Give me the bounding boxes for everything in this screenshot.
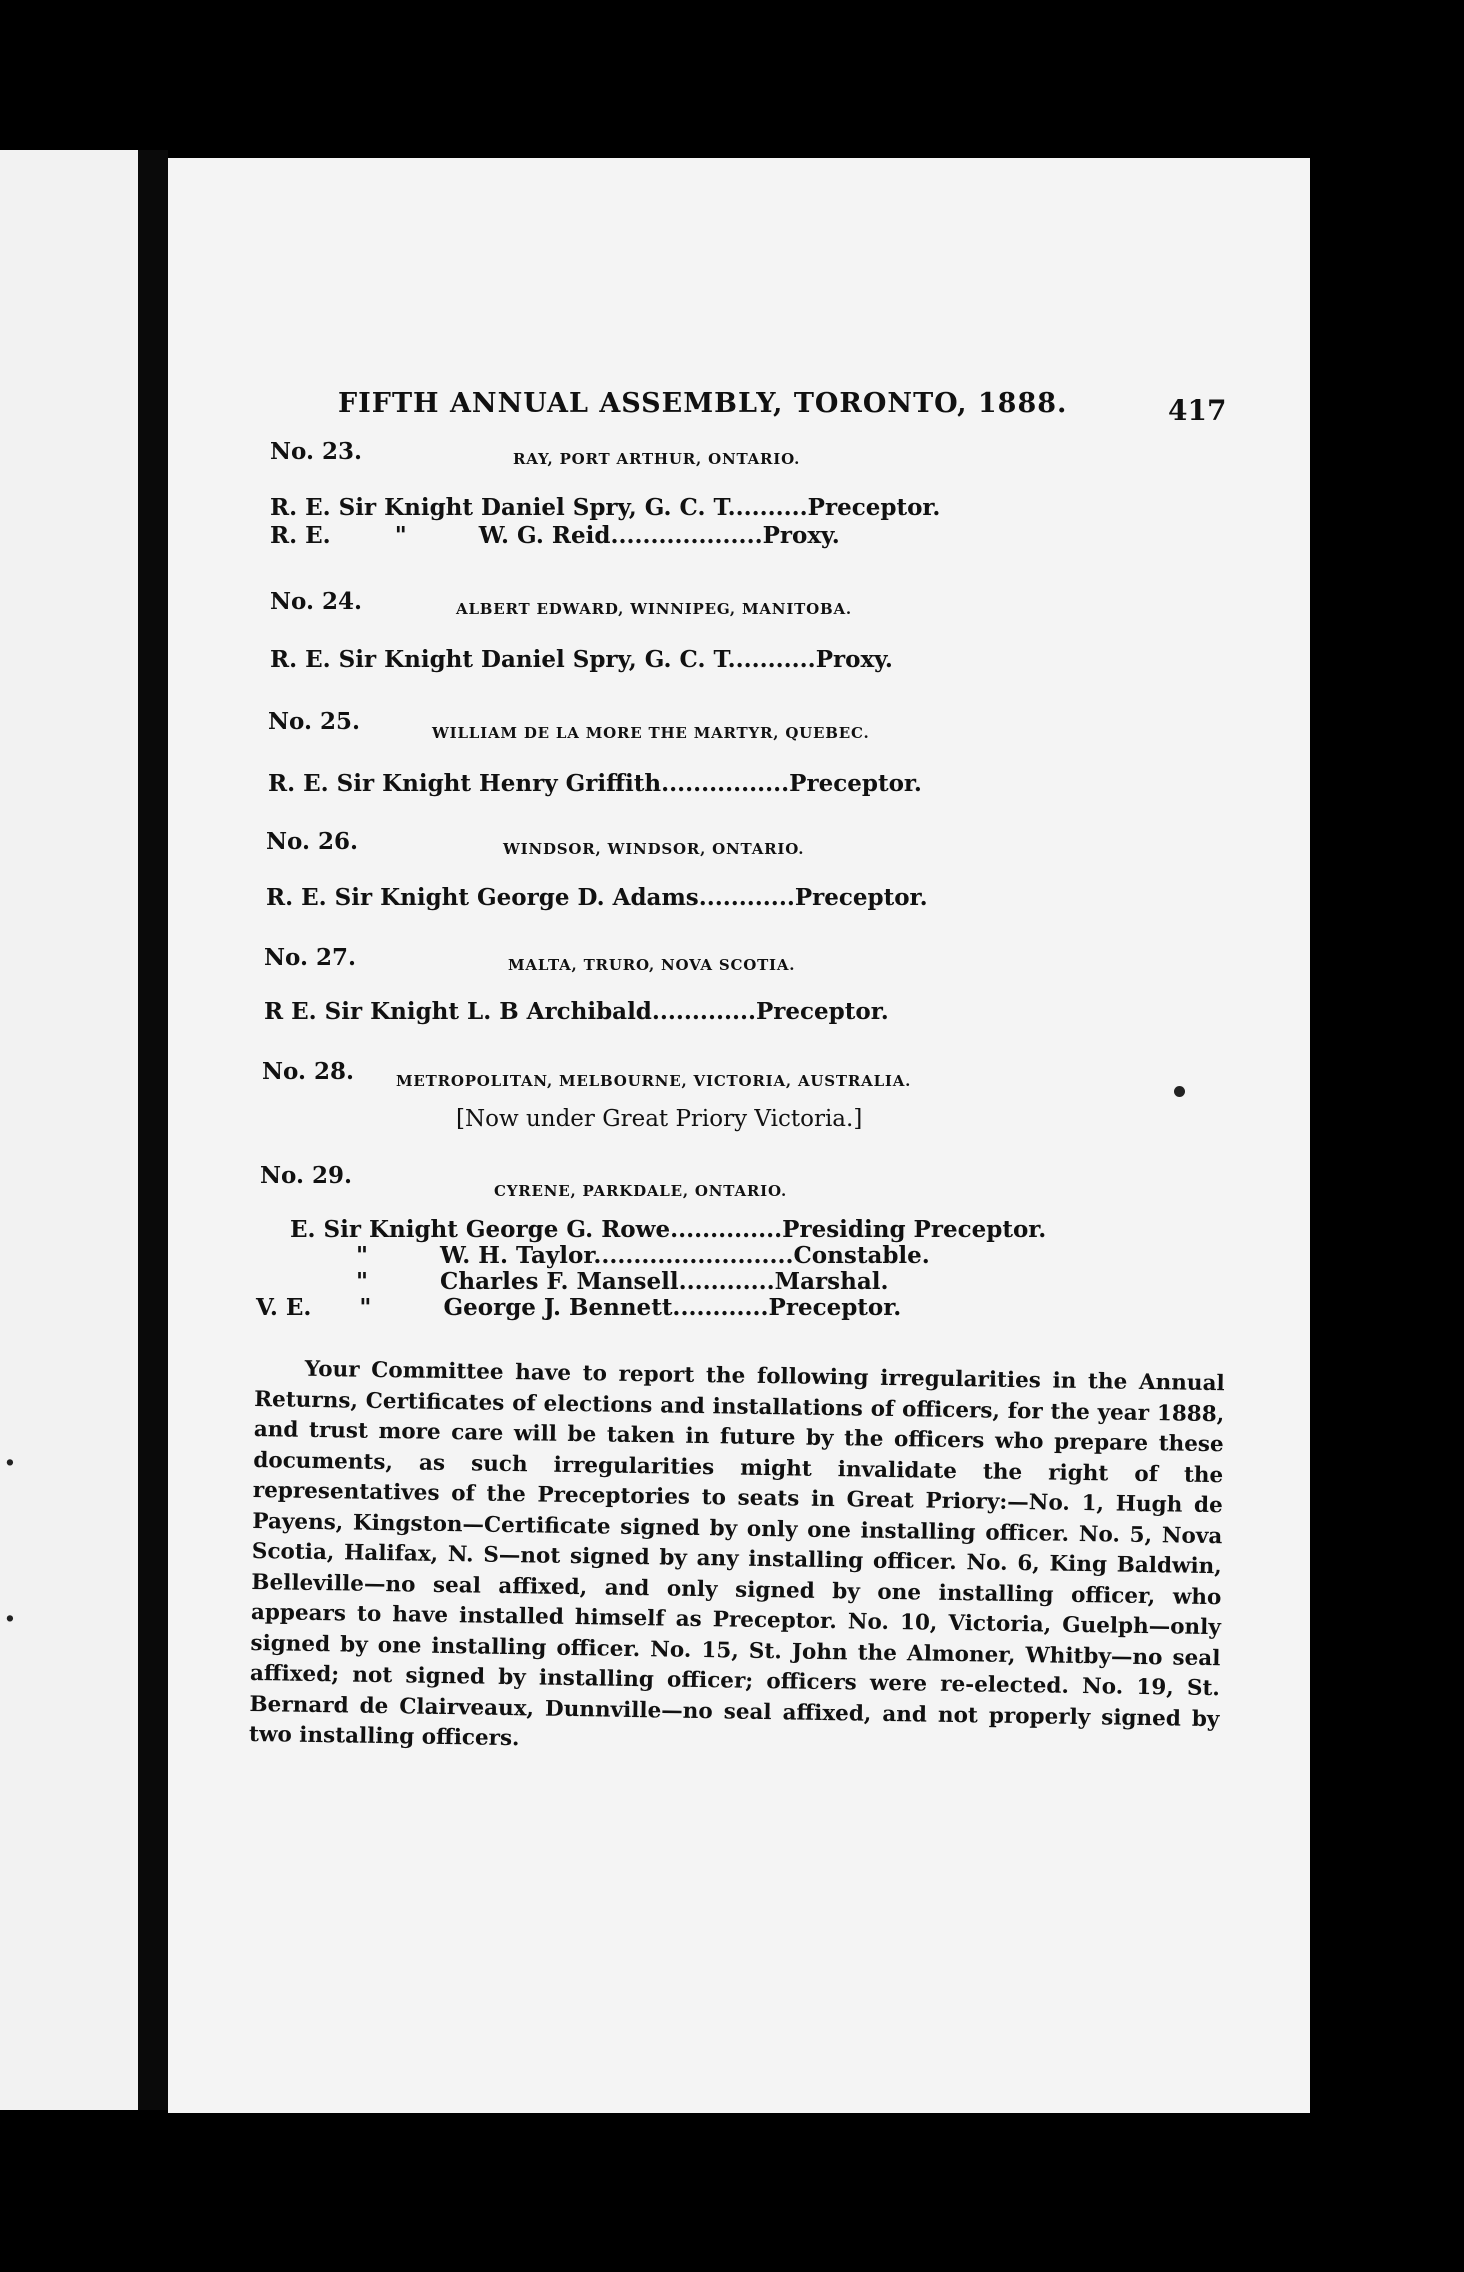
- officer-line: E. Sir Knight George G. Rowe..............Presiding Preceptor.: [290, 1216, 1047, 1243]
- preceptory-name: ALBERT EDWARD, WINNIPEG, MANITOBA.: [456, 600, 852, 618]
- document-page: [168, 158, 1310, 2113]
- officer-line: R E. Sir Knight L. B Archibald.............Preceptor.: [264, 998, 889, 1025]
- preceptory-number: No. 29.: [260, 1162, 352, 1189]
- preceptory-number: No. 23.: [270, 438, 362, 465]
- preceptory-name: METROPOLITAN, MELBOURNE, VICTORIA, AUSTRALIA.: [396, 1072, 912, 1090]
- preceptory-number: No. 26.: [266, 828, 358, 855]
- page-speck: [1174, 1086, 1185, 1097]
- book-gutter: [138, 150, 168, 2110]
- officer-line: " W. H. Taylor.........................Constable.: [356, 1242, 930, 1269]
- officer-line: R. E. Sir Knight George D. Adams............Preceptor.: [266, 884, 928, 911]
- preceptory-note: [Now under Great Priory Victoria.]: [456, 1106, 863, 1132]
- preceptory-number: No. 27.: [264, 944, 356, 971]
- preceptory-name: WILLIAM DE LA MORE THE MARTYR, QUEBEC.: [432, 724, 870, 742]
- officer-line: R. E. Sir Knight Daniel Spry, G. C. T...........Proxy.: [270, 646, 893, 673]
- preceptory-number: No. 28.: [262, 1058, 354, 1085]
- preceptory-name: CYRENE, PARKDALE, ONTARIO.: [494, 1182, 787, 1200]
- running-header: FIFTH ANNUAL ASSEMBLY, TORONTO, 1888.: [338, 388, 1068, 419]
- left-page-margin-mark: .: [4, 1434, 16, 1474]
- preceptory-name: RAY, PORT ARTHUR, ONTARIO.: [513, 450, 801, 468]
- officer-line: R. E. Sir Knight Henry Griffith................Preceptor.: [268, 770, 922, 797]
- committee-report-paragraph: [249, 1354, 1225, 1766]
- preceptory-number: No. 24.: [270, 588, 362, 615]
- officer-line: " Charles F. Mansell............Marshal.: [356, 1268, 889, 1295]
- officer-line: R. E. Sir Knight Daniel Spry, G. C. T..........Preceptor.: [270, 494, 941, 521]
- left-page-margin-mark: .: [4, 1590, 16, 1630]
- left-facing-page: [0, 150, 138, 2110]
- page-number: 417: [1168, 394, 1227, 427]
- preceptory-name: WINDSOR, WINDSOR, ONTARIO.: [503, 840, 805, 858]
- preceptory-number: No. 25.: [268, 708, 360, 735]
- officer-line: R. E. " W. G. Reid...................Proxy.: [270, 522, 840, 549]
- preceptory-name: MALTA, TRURO, NOVA SCOTIA.: [508, 956, 796, 974]
- report-text: Your Committee have to report the following irregularities in the Annual Returns, Certificates of elections and installations of officers, for the year 1888, and trust more care will be taken in future by the officers who prepare these documents, as such irregularities might invalidate the right of the representatives of the Preceptories to seats in Great Priory:—No. 1, Hugh de Payens, Kingston—Certificate signed by only one installing officer. No. 5, Nova Scotia, Halifax, N. S—not signed by any installing officer. No. 6, King Baldwin, Belleville—no seal affixed, and only signed by one installing officer, who appears to have installed himself as Preceptor. No. 10, Victoria, Guelph—only signed by one installing officer. No. 15, St. John the Almoner, Whitby—no seal affixed; not signed by installing officer; officers were re-elected. No. 19, St. Bernard de Clairveaux, Dunnville—no seal affixed, and not properly signed by two installing officers.: [248, 1356, 1225, 1752]
- officer-line: V. E. " George J. Bennett............Preceptor.: [256, 1294, 902, 1321]
